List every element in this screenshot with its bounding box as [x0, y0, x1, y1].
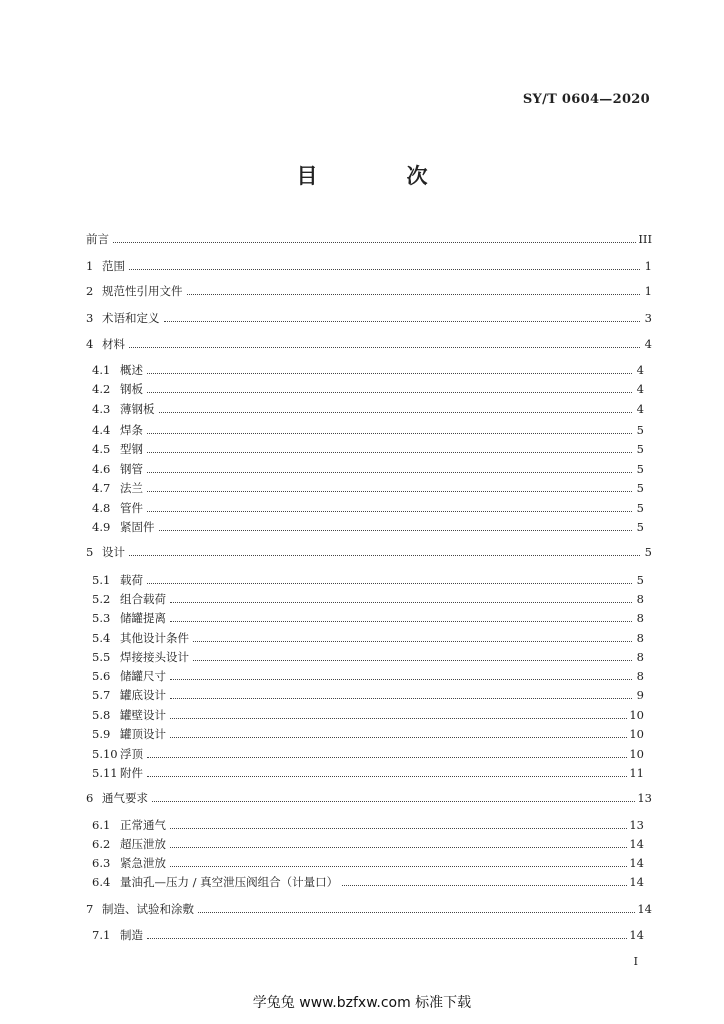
toc-entry-page: 3: [644, 311, 652, 325]
toc-entry-number: 5: [86, 545, 94, 559]
toc-entry-label: 制造: [120, 928, 143, 942]
toc-entry-page: 4: [636, 382, 644, 396]
toc-entry-page: 5: [636, 442, 644, 456]
toc-entry-number: 4.4: [92, 423, 111, 437]
toc-entry-page: 4: [644, 337, 652, 351]
toc-entry-number: 3: [86, 311, 94, 325]
toc-entry-page: 9: [636, 688, 644, 702]
toc-entry[interactable]: [92, 610, 644, 626]
toc-entry-label: 范围: [102, 259, 125, 273]
toc-entry-label: 组合载荷: [120, 592, 166, 606]
toc-entry-number: 4.2: [92, 382, 111, 396]
toc-entry-page: 10: [629, 747, 644, 761]
toc-entry-number: 4.9: [92, 520, 111, 534]
toc-entry[interactable]: [86, 310, 652, 326]
toc-leader: [147, 373, 632, 374]
toc-entry[interactable]: [92, 381, 644, 397]
toc-leader: [170, 866, 627, 867]
toc-entry-page: 5: [636, 423, 644, 437]
toc-entry-label: 罐底设计: [120, 688, 166, 702]
toc-entry-label: 设计: [102, 545, 125, 559]
toc-leader: [147, 472, 632, 473]
toc-entry-label: 紧急泄放: [120, 856, 166, 870]
toc-entry-page: 10: [629, 708, 644, 722]
toc-entry[interactable]: [92, 422, 644, 438]
toc-entry[interactable]: [92, 441, 644, 457]
toc-entry-label: 钢管: [120, 462, 143, 476]
toc-entry[interactable]: [92, 591, 644, 607]
toc-entry-label: 管件: [120, 501, 143, 515]
toc-entry[interactable]: [92, 726, 644, 742]
toc-entry-page: 4: [636, 402, 644, 416]
toc-entry-page: 5: [644, 545, 652, 559]
toc-entry-page: 5: [636, 501, 644, 515]
toc-entry[interactable]: [92, 836, 644, 852]
toc-entry-label: 制造、试验和涂敷: [102, 902, 194, 916]
toc-entry-number: 5.4: [92, 631, 111, 645]
toc-entry-number: 5.1: [92, 573, 111, 587]
toc-entry[interactable]: [92, 765, 644, 781]
toc-entry[interactable]: [92, 668, 644, 684]
toc-entry-number: 4.8: [92, 501, 111, 515]
toc-entry[interactable]: [92, 480, 644, 496]
toc-entry-label: 焊条: [120, 423, 143, 437]
toc-entry-page: 8: [636, 592, 644, 606]
toc-entry-number: 5.7: [92, 688, 111, 702]
toc-entry-label: 罐顶设计: [120, 727, 166, 741]
toc-entry[interactable]: [92, 630, 644, 646]
toc-entry-number: 7.1: [92, 928, 111, 942]
toc-entry-page: 11: [629, 766, 644, 780]
toc-leader: [170, 718, 627, 719]
toc-leader: [129, 269, 640, 270]
toc-entry-number: 4.6: [92, 462, 111, 476]
toc-entry-label: 薄钢板: [120, 402, 155, 416]
toc-entry-label: 通气要求: [102, 791, 148, 805]
toc-entry-label: 浮顶: [120, 747, 143, 761]
toc-leader: [159, 530, 633, 531]
toc-leader: [129, 347, 640, 348]
toc-entry-page: 14: [629, 928, 644, 942]
toc-entry-label: 正常通气: [120, 818, 166, 832]
toc-entry[interactable]: [92, 572, 644, 588]
toc-entry[interactable]: [86, 231, 652, 247]
toc-entry-page: 13: [637, 791, 652, 805]
toc-entry-label: 法兰: [120, 481, 143, 495]
toc-leader: [147, 433, 632, 434]
toc-entry-page: III: [638, 232, 652, 246]
toc-leader: [147, 452, 632, 453]
toc-leader: [152, 801, 635, 802]
toc-leader: [147, 511, 632, 512]
toc-entry-page: 14: [637, 902, 652, 916]
toc-leader: [187, 294, 641, 295]
toc-entry[interactable]: [92, 461, 644, 477]
toc-leader: [170, 679, 632, 680]
toc-leader: [193, 641, 632, 642]
toc-entry-page: 14: [629, 875, 644, 889]
toc-leader: [147, 491, 632, 492]
toc-entry-number: 6.3: [92, 856, 111, 870]
toc-entry[interactable]: [86, 544, 652, 560]
toc-entry-label: 焊接接头设计: [120, 650, 189, 664]
toc-leader: [342, 885, 627, 886]
toc-entry[interactable]: [92, 855, 644, 871]
toc-leader: [170, 828, 627, 829]
toc-entry-number: 7: [86, 902, 94, 916]
toc-entry-number: 4.1: [92, 363, 111, 377]
toc-entry-page: 5: [636, 462, 644, 476]
toc-entry[interactable]: [92, 746, 644, 762]
toc-leader: [170, 698, 632, 699]
toc-entry-page: 14: [629, 837, 644, 851]
toc-entry-number: 5.11: [92, 766, 118, 780]
standard-number: SY/T 0604—2020: [522, 92, 650, 107]
toc-entry-label: 量油孔—压力 / 真空泄压阀组合（计量口）: [120, 875, 339, 889]
toc-entry-number: 4.3: [92, 402, 111, 416]
toc-entry-page: 10: [629, 727, 644, 741]
toc-entry-page: 13: [629, 818, 644, 832]
toc-entry-number: 5.8: [92, 708, 111, 722]
page-number: I: [633, 955, 638, 968]
toc-entry[interactable]: [92, 500, 644, 516]
toc-leader: [129, 555, 640, 556]
toc-entry[interactable]: [92, 649, 644, 665]
page-title: 目 次: [296, 163, 462, 188]
toc-entry-page: 8: [636, 611, 644, 625]
toc-entry[interactable]: [92, 927, 644, 943]
toc-entry[interactable]: [92, 707, 644, 723]
toc-leader: [147, 776, 627, 777]
toc-entry-number: 5.6: [92, 669, 111, 683]
toc-leader: [170, 602, 632, 603]
toc-entry-page: 5: [636, 573, 644, 587]
toc-entry[interactable]: [86, 790, 652, 806]
toc-entry-page: 5: [636, 481, 644, 495]
toc-entry-number: 6.4: [92, 875, 111, 889]
toc-entry-number: 5.9: [92, 727, 111, 741]
toc-entry-label: 型钢: [120, 442, 143, 456]
toc-leader: [147, 392, 632, 393]
toc-entry-label: 附件: [120, 766, 143, 780]
toc-entry[interactable]: [86, 336, 652, 352]
toc-leader: [198, 912, 635, 913]
toc-entry-number: 5.2: [92, 592, 111, 606]
toc-entry-number: 6.1: [92, 818, 111, 832]
toc-entry-page: 5: [636, 520, 644, 534]
toc-entry[interactable]: [92, 874, 644, 890]
toc-entry-number: 5.5: [92, 650, 111, 664]
toc-entry-number: 4: [86, 337, 94, 351]
toc-leader: [113, 242, 636, 243]
toc-entry-page: 1: [644, 284, 652, 298]
toc-entry-label: 储罐提离: [120, 611, 166, 625]
footer-watermark: 学兔兔 www.bzfxw.com 标准下载: [252, 995, 472, 1011]
toc-entry-label: 紧固件: [120, 520, 155, 534]
toc-entry-page: 1: [644, 259, 652, 273]
toc-entry[interactable]: [86, 283, 652, 299]
toc-leader: [147, 938, 627, 939]
toc-leader: [159, 412, 633, 413]
toc-entry[interactable]: [92, 519, 644, 535]
toc-entry-label: 钢板: [120, 382, 143, 396]
toc-entry-label: 前言: [86, 232, 109, 246]
toc-entry-label: 概述: [120, 363, 143, 377]
toc-entry-label: 储罐尺寸: [120, 669, 166, 683]
toc-leader: [193, 660, 632, 661]
toc-leader: [147, 757, 627, 758]
toc-entry-page: 8: [636, 650, 644, 664]
toc-entry-label: 其他设计条件: [120, 631, 189, 645]
toc-entry[interactable]: [92, 401, 644, 417]
toc-leader: [170, 621, 632, 622]
toc-entry-number: 5.10: [92, 747, 118, 761]
toc-entry-label: 材料: [102, 337, 125, 351]
toc-entry-number: 6: [86, 791, 94, 805]
toc-entry-page: 8: [636, 631, 644, 645]
toc-entry-page: 8: [636, 669, 644, 683]
toc-entry-page: 4: [636, 363, 644, 377]
toc-entry[interactable]: [86, 901, 652, 917]
toc-entry-label: 术语和定义: [102, 311, 160, 325]
toc-entry[interactable]: [92, 817, 644, 833]
toc-entry-number: 2: [86, 284, 94, 298]
toc-entry[interactable]: [92, 362, 644, 378]
toc-entry-number: 4.5: [92, 442, 111, 456]
toc-leader: [170, 737, 627, 738]
toc-entry-number: 5.3: [92, 611, 111, 625]
toc-entry[interactable]: [86, 258, 652, 274]
toc-entry[interactable]: [92, 687, 644, 703]
toc-entry-label: 规范性引用文件: [102, 284, 183, 298]
toc-entry-label: 超压泄放: [120, 837, 166, 851]
toc-entry-number: 6.2: [92, 837, 111, 851]
toc-leader: [164, 321, 641, 322]
toc-entry-number: 4.7: [92, 481, 111, 495]
toc-leader: [170, 847, 627, 848]
toc-entry-number: 1: [86, 259, 94, 273]
toc-entry-label: 载荷: [120, 573, 143, 587]
toc-leader: [147, 583, 632, 584]
toc-entry-label: 罐壁设计: [120, 708, 166, 722]
toc-entry-page: 14: [629, 856, 644, 870]
